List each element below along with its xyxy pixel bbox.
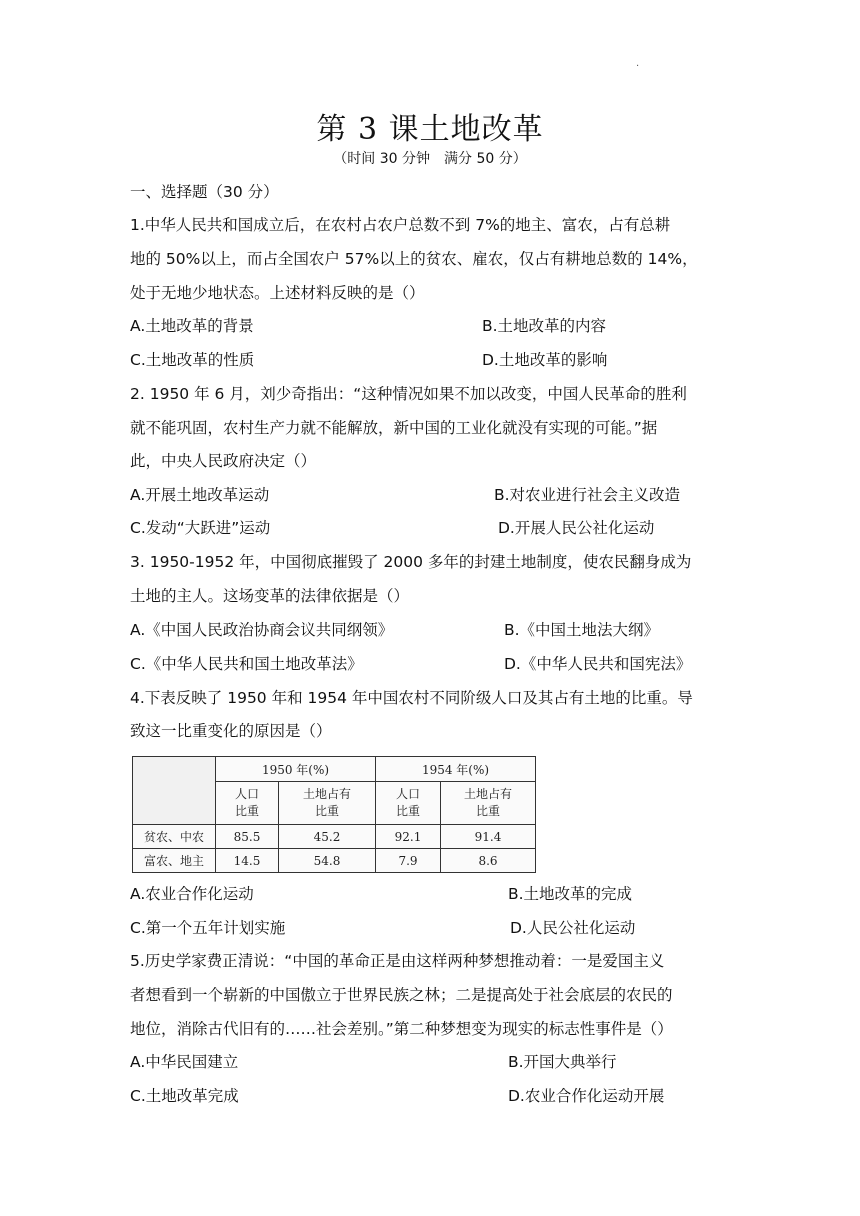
q5-option-c[interactable]: C.土地改革完成 bbox=[130, 1087, 239, 1105]
year-1950-header: 1950 年(%) bbox=[216, 757, 376, 782]
q1-line-2: 地的 50%以上，而占全国农户 57%以上的贫农、雇农，仅占有耕地总数的 14%， bbox=[130, 250, 698, 268]
sub-header-1950-population: 人口 比重 bbox=[216, 782, 279, 825]
table-cell: 8.6 bbox=[441, 849, 536, 873]
q2-option-b[interactable]: B.对农业进行社会主义改造 bbox=[494, 486, 681, 504]
q1-line-1: 1.中华人民共和国成立后，在农村占农户总数不到 7%的地主、富农，占有总耕 bbox=[130, 216, 671, 234]
q4-line-2: 致这一比重变化的原因是（） bbox=[130, 722, 332, 740]
section-heading: 一、选择题（30 分） bbox=[130, 183, 279, 201]
q2-line-2: 就不能巩固，农村生产力就不能解放，新中国的工业化就没有实现的可能。”据 bbox=[130, 419, 658, 437]
q5-option-d[interactable]: D.农业合作化运动开展 bbox=[508, 1087, 665, 1105]
q3-line-1: 3. 1950-1952 年，中国彻底摧毁了 2000 多年的封建土地制度，使农民翻身成为 bbox=[130, 553, 692, 571]
q3-line-2: 土地的主人。这场变革的法律依据是（） bbox=[130, 587, 410, 605]
class-land-table bbox=[132, 756, 536, 873]
q3-option-d[interactable]: D.《中华人民共和国宪法》 bbox=[504, 655, 692, 673]
row-label: 富农、地主 bbox=[133, 849, 216, 873]
sub-header-1954-population: 人口 比重 bbox=[376, 782, 441, 825]
page-title: 第 3 课土地改革 bbox=[316, 112, 544, 147]
q4-line-1: 4.下表反映了 1950 年和 1954 年中国农村不同阶级人口及其占有土地的比重。导 bbox=[130, 689, 693, 707]
page-subtitle: （时间 30 分钟 满分 50 分） bbox=[333, 151, 527, 167]
q5-line-3: 地位，消除古代旧有的……社会差别。”第二种梦想变为现实的标志性事件是（） bbox=[130, 1020, 673, 1038]
q2-option-d[interactable]: D.开展人民公社化运动 bbox=[498, 519, 655, 537]
row-label: 贫农、中农 bbox=[133, 825, 216, 849]
q4-option-c[interactable]: C.第一个五年计划实施 bbox=[130, 919, 286, 937]
table-cell: 14.5 bbox=[216, 849, 279, 873]
table-cell: 85.5 bbox=[216, 825, 279, 849]
q3-option-a[interactable]: A.《中国人民政治协商会议共同纲领》 bbox=[130, 621, 394, 639]
q2-option-c[interactable]: C.发动“大跃进”运动 bbox=[130, 519, 271, 537]
q5-option-b[interactable]: B.开国大典举行 bbox=[508, 1053, 617, 1071]
q4-option-d[interactable]: D.人民公社化运动 bbox=[510, 919, 636, 937]
q5-line-2: 者想看到一个崭新的中国傲立于世界民族之林；二是提高处于社会底层的农民的 bbox=[130, 986, 673, 1004]
table-row bbox=[133, 825, 536, 849]
header-dot: . bbox=[636, 58, 640, 69]
q5-option-a[interactable]: A.中华民国建立 bbox=[130, 1053, 239, 1071]
q5-line-1: 5.历史学家费正清说：“中国的革命正是由这样两种梦想推动着：一是爱国主义 bbox=[130, 952, 665, 970]
table-corner bbox=[133, 757, 216, 825]
sub-header-1954-land: 土地占有 比重 bbox=[441, 782, 536, 825]
q4-option-b[interactable]: B.土地改革的完成 bbox=[508, 885, 633, 903]
table-cell: 92.1 bbox=[376, 825, 441, 849]
table-cell: 54.8 bbox=[279, 849, 376, 873]
q1-option-c[interactable]: C.土地改革的性质 bbox=[130, 351, 255, 369]
q1-line-3: 处于无地少地状态。上述材料反映的是（） bbox=[130, 284, 425, 302]
q2-line-1: 2. 1950 年 6 月，刘少奇指出：“这种情况如果不加以改变，中国人民革命的胜利 bbox=[130, 385, 687, 403]
q4-option-a[interactable]: A.农业合作化运动 bbox=[130, 885, 254, 903]
q2-line-3: 此，中央人民政府决定（） bbox=[130, 452, 317, 470]
q3-option-c[interactable]: C.《中华人民共和国土地改革法》 bbox=[130, 655, 363, 673]
q1-option-b[interactable]: B.土地改革的内容 bbox=[482, 317, 607, 335]
q2-option-a[interactable]: A.开展土地改革运动 bbox=[130, 486, 270, 504]
table-row bbox=[133, 849, 536, 873]
q1-option-d[interactable]: D.土地改革的影响 bbox=[482, 351, 608, 369]
table-cell: 91.4 bbox=[441, 825, 536, 849]
table-cell: 45.2 bbox=[279, 825, 376, 849]
year-1954-header: 1954 年(%) bbox=[376, 757, 536, 782]
q3-option-b[interactable]: B.《中国土地法大纲》 bbox=[504, 621, 660, 639]
table-cell: 7.9 bbox=[376, 849, 441, 873]
q1-option-a[interactable]: A.土地改革的背景 bbox=[130, 317, 254, 335]
sub-header-1950-land: 土地占有 比重 bbox=[279, 782, 376, 825]
